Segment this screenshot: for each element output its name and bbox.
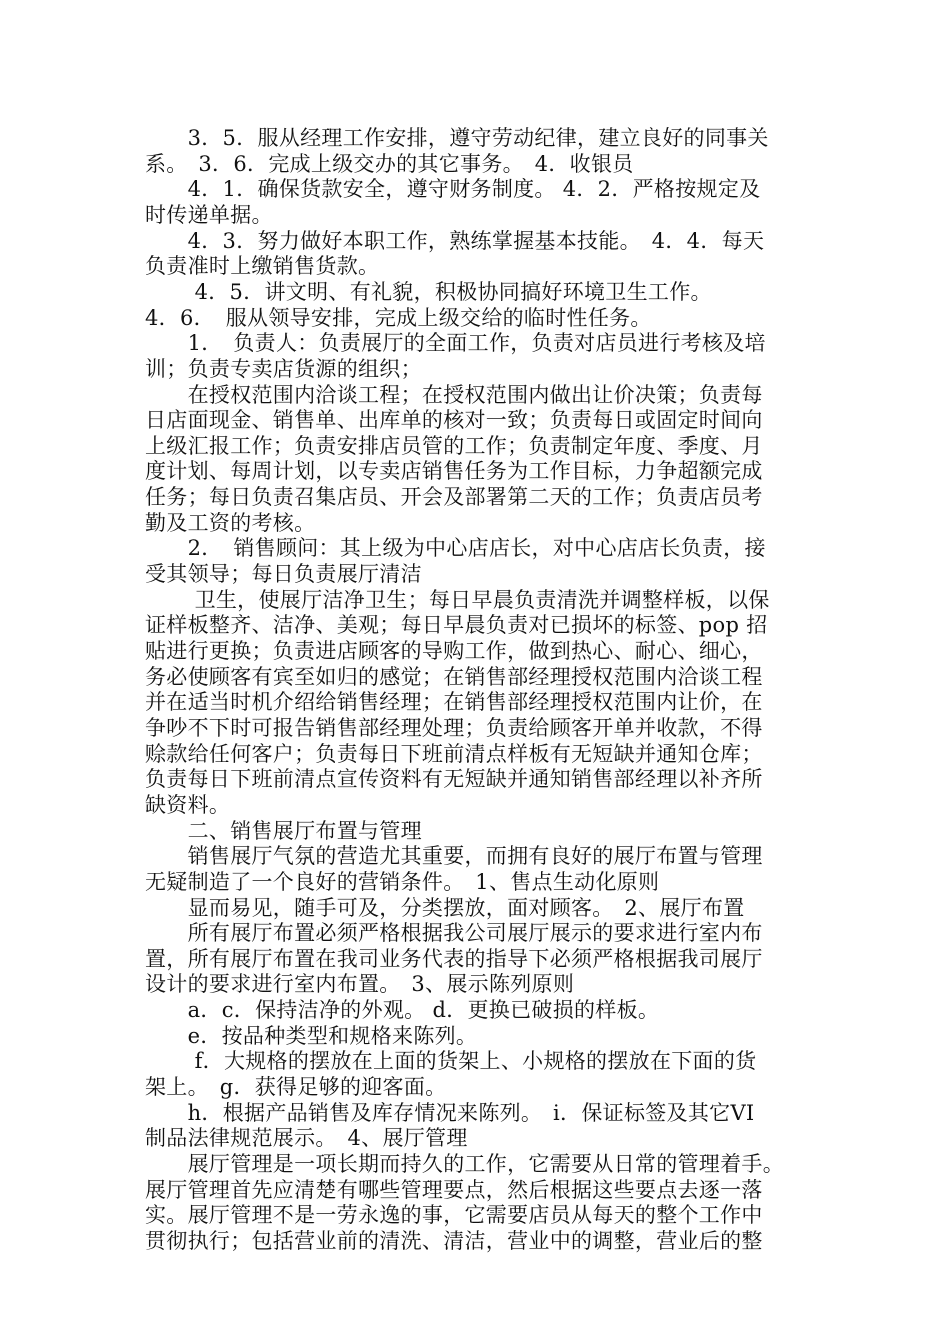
text-line: 日店面现金、销售单、出库单的核对一致；负责每日或固定时间向 — [145, 408, 763, 433]
text-line: 4．5．讲文明、有礼貌，积极协同搞好环境卫生工作。 — [145, 279, 712, 304]
text-line: 务必使顾客有宾至如归的感觉；在销售部经理授权范围内洽谈工程 — [145, 664, 763, 689]
text-line: 1． 负责人：负责展厅的全面工作，负责对店员进行考核及培 — [145, 331, 766, 356]
text-line: 贯彻执行；包括营业前的清洗、清洁，营业中的调整，营业后的整 — [145, 1229, 763, 1253]
text-line: 负责每日下班前清点宣传资料有无短缺并通知销售部经理以补齐所 — [145, 767, 763, 792]
text-line: a．c．保持洁净的外观。 d．更换已破损的样板。 — [145, 998, 660, 1023]
text-line: 所有展厅布置必须严格根据我公司展厅展示的要求进行室内布 — [145, 921, 763, 946]
text-line: 上级汇报工作；负责安排店员管的工作；负责制定年度、季度、月 — [145, 433, 763, 458]
text-line: 架上。 g．获得足够的迎客面。 — [145, 1075, 447, 1099]
text-line: 4．6． 服从领导安排，完成上级交给的临时性任务。 — [145, 305, 652, 330]
text-line: 缺资料。 — [145, 792, 231, 817]
text-line: 在授权范围内洽谈工程；在授权范围内做出让价决策；负责每 — [145, 382, 763, 407]
text-line: 销售展厅气氛的营造尤其重要，而拥有良好的展厅布置与管理 — [145, 844, 763, 869]
text-line: 展厅管理是一项长期而持久的工作，它需要从日常的管理着手。 — [145, 1152, 784, 1176]
text-line: 设计的要求进行室内布置。 3、展示陈列原则 — [145, 972, 575, 997]
text-line: 勤及工资的考核。 — [145, 510, 316, 535]
text-line: 训；负责专卖店货源的组织； — [145, 356, 422, 381]
text-line: 卫生，使展厅洁净卫生；每日早晨负责清洗并调整样板，以保 — [145, 587, 770, 612]
text-line: 争吵不下时可报告销售部经理处理；负责给顾客开单并收款，不得 — [145, 715, 763, 740]
text-line: f．大规格的摆放在上面的货架上、小规格的摆放在下面的货 — [145, 1049, 757, 1074]
text-line: 负责准时上缴销售货款。 — [145, 254, 380, 279]
text-line: 二、销售展厅布置与管理 — [145, 818, 422, 843]
text-line: 系。 3．6．完成上级交办的其它事务。 4．收银员 — [145, 151, 634, 176]
text-line: 度计划、每周计划，以专卖店销售任务为工作目标，力争超额完成 — [145, 459, 763, 484]
text-line: 时传递单据。 — [145, 202, 273, 227]
text-line: 证样板整齐、洁净、美观；每日早晨负责对已损坏的标签、pop 招 — [145, 613, 768, 638]
text-line: 实。展厅管理不是一劳永逸的事，它需要店员从每天的整个工作中 — [145, 1203, 763, 1228]
text-line: e．按品种类型和规格来陈列。 — [145, 1023, 478, 1048]
text-line: 展厅管理首先应清楚有哪些管理要点，然后根据这些要点去逐一落 — [145, 1177, 763, 1202]
text-line: 并在适当时机介绍给销售经理；在销售部经理授权范围内让价，在 — [145, 690, 763, 715]
text-line: 2． 销售顾问：其上级为中心店店长，对中心店店长负责，接 — [145, 536, 766, 561]
text-line: 4．3．努力做好本职工作，熟练掌握基本技能。 4．4．每天 — [145, 228, 765, 253]
text-line: 贴进行更换；负责进店顾客的导购工作，做到热心、耐心、细心， — [145, 639, 763, 663]
text-line: 赊款给任何客户；负责每日下班前清点样板有无短缺并通知仓库； — [145, 741, 763, 766]
text-line: 3．5．服从经理工作安排，遵守劳动纪律，建立良好的同事关 — [145, 126, 769, 150]
text-line: 制品法律规范展示。 4、展厅管理 — [145, 1126, 468, 1151]
text-line: 显而易见，随手可及，分类摆放，面对顾客。 2、展厅布置 — [145, 895, 745, 920]
text-line: h．根据产品销售及库存情况来陈列。 i．保证标签及其它VI — [145, 1100, 755, 1125]
text-line: 无疑制造了一个良好的营销条件。 1、售点生动化原则 — [145, 869, 660, 894]
text-line: 置，所有展厅布置在我司业务代表的指导下必须严格根据我司展厅 — [145, 946, 763, 971]
text-line: 受其领导；每日负责展厅清洁 — [145, 562, 422, 586]
text-line: 4．1．确保货款安全，遵守财务制度。 4．2．严格按规定及 — [145, 177, 761, 202]
text-line: 任务；每日负责召集店员、开会及部署第二天的工作；负责店员考 — [145, 485, 763, 510]
